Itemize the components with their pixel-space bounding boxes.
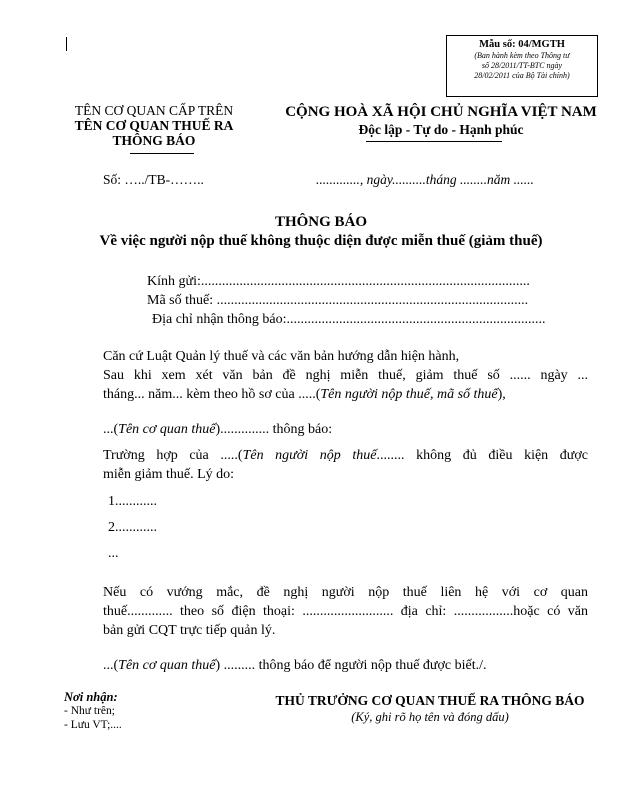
superior-agency: TÊN CƠ QUAN CẤP TRÊN bbox=[74, 103, 234, 118]
body-paragraph-cont: miễn giảm thuế. Lý do: bbox=[103, 467, 235, 482]
body-paragraph: Nếu có vướng mắc, đề nghị người nộp thuế liên hệ với cơ quan bbox=[103, 585, 588, 600]
body-paragraph: ...(Tên cơ quan thuế).............. thông báo: bbox=[103, 422, 333, 437]
form-note-line: số 28/2011/TT-BTC ngày bbox=[481, 61, 563, 70]
recipients-list bbox=[64, 690, 122, 732]
reason-item: ... bbox=[108, 546, 119, 561]
text-cursor bbox=[66, 37, 67, 51]
signature-instruction: (Ký, ghi rõ họ tên và đóng dấu) bbox=[351, 710, 509, 724]
signature-block bbox=[240, 692, 620, 726]
reason-item: 2............ bbox=[108, 520, 157, 535]
recipients-heading: Nơi nhận: bbox=[64, 690, 118, 704]
issuing-agency-cont: THÔNG BÁO bbox=[112, 133, 196, 148]
body-paragraph: Căn cứ Luật Quản lý thuế và các văn bản hướng dẫn hiện hành, bbox=[103, 349, 460, 364]
recipient-line: Kính gửi:.............................................................................................. bbox=[147, 274, 530, 289]
form-note-line: 28/02/2011 của Bộ Tài chính) bbox=[474, 71, 570, 80]
recipients-item: - Lưu VT;.... bbox=[64, 719, 122, 731]
agency-underline bbox=[130, 153, 194, 154]
agency-header bbox=[64, 103, 244, 148]
title-subject: Về việc người nộp thuế không thuộc diện được miễn thuế (giảm thuế) bbox=[99, 233, 543, 249]
body-paragraph: Sau khi xem xét văn bản đề nghị miễn thuế, giảm thuế số ...... ngày ... bbox=[103, 368, 588, 383]
form-number-box bbox=[446, 35, 598, 97]
national-name: CỘNG HOÀ XÃ HỘI CHỦ NGHĨA VIỆT NAM bbox=[285, 104, 597, 120]
form-note-line: (Ban hành kèm theo Thông tư bbox=[474, 51, 570, 60]
body-paragraph: ...(Tên cơ quan thuế) ......... thông báo để người nộp thuế được biết./. bbox=[103, 658, 487, 673]
national-header bbox=[265, 103, 617, 139]
body-paragraph-cont: bản gửi CQT trực tiếp quản lý. bbox=[103, 623, 276, 638]
form-code: Mẫu số: 04/MGTH bbox=[479, 39, 565, 50]
document-title bbox=[0, 213, 642, 251]
address-line: Địa chỉ nhận thông báo:.......................................................................... bbox=[152, 312, 546, 327]
reason-item: 1............ bbox=[108, 494, 157, 509]
issuing-agency: TÊN CƠ QUAN THUẾ RA bbox=[74, 118, 234, 133]
body-paragraph-cont: thuế............. theo số điện thoại: .......................... địa chỉ: .................hoặc có văn bbox=[103, 604, 588, 619]
signer-title: THỦ TRƯỞNG CƠ QUAN THUẾ RA THÔNG BÁO bbox=[275, 693, 585, 708]
title-main: THÔNG BÁO bbox=[274, 214, 368, 230]
date-line: ............., ngày..........tháng ........năm ...... bbox=[316, 172, 534, 187]
body-paragraph: Trường hợp của .....(Tên người nộp thuế........ không đủ điều kiện được bbox=[103, 448, 588, 463]
recipients-item: - Như trên; bbox=[64, 705, 115, 717]
national-motto: Độc lập - Tự do - Hạnh phúc bbox=[358, 122, 524, 137]
motto-underline bbox=[366, 141, 502, 142]
body-paragraph-cont: tháng... năm... kèm theo hồ sơ của .....(Tên người nộp thuế, mã số thuế), bbox=[103, 387, 506, 402]
tax-code-line: Mã số thuế: ......................................................................................... bbox=[147, 293, 529, 308]
document-number: Số: …../TB-…….. bbox=[103, 172, 204, 187]
